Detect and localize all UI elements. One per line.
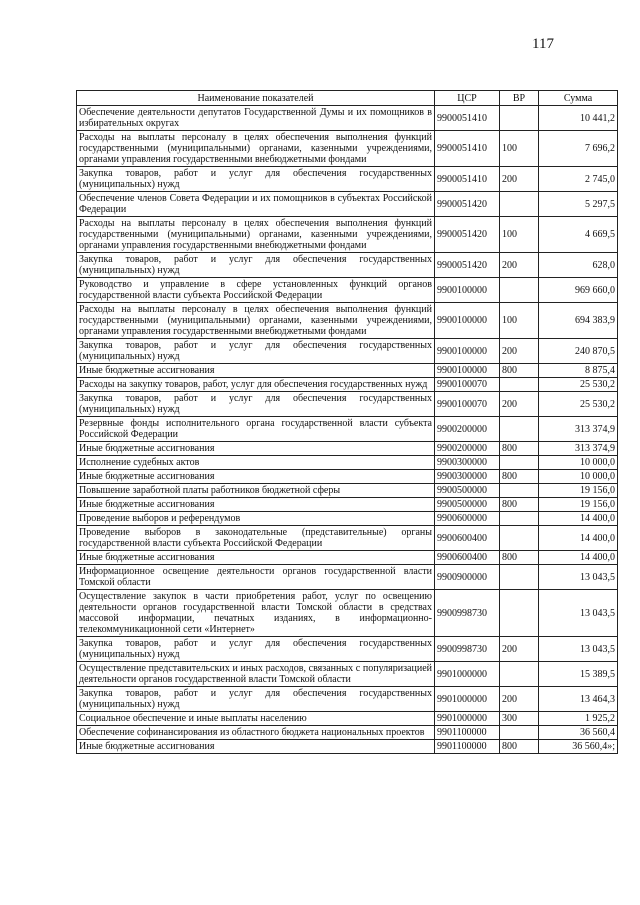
row-sum: 628,0 <box>539 253 618 278</box>
row-sum: 14 400,0 <box>539 551 618 565</box>
row-csr: 9900500000 <box>435 484 500 498</box>
table-row <box>77 417 618 442</box>
row-name: Проведение выборов и референдумов <box>77 512 435 526</box>
table-row <box>77 662 618 687</box>
row-vr <box>500 512 539 526</box>
row-name: Обеспечение софинансирования из областного бюджета национальных проектов <box>77 726 435 740</box>
row-csr: 9900051420 <box>435 217 500 253</box>
row-name: Исполнение судебных актов <box>77 456 435 470</box>
table-row <box>77 484 618 498</box>
table-row <box>77 740 618 754</box>
table-row <box>77 512 618 526</box>
table-row <box>77 131 618 167</box>
row-csr: 9900051410 <box>435 167 500 192</box>
table-row <box>77 712 618 726</box>
row-vr: 800 <box>500 740 539 754</box>
row-csr: 9900100070 <box>435 378 500 392</box>
table-row <box>77 687 618 712</box>
table-row <box>77 456 618 470</box>
row-sum: 2 745,0 <box>539 167 618 192</box>
row-csr: 9900051420 <box>435 253 500 278</box>
row-name: Обеспечение деятельности депутатов Государственной Думы и их помощников в избирательных округах <box>77 106 435 131</box>
row-csr: 9900100070 <box>435 392 500 417</box>
row-vr: 200 <box>500 637 539 662</box>
row-sum: 969 660,0 <box>539 278 618 303</box>
row-sum: 25 530,2 <box>539 378 618 392</box>
row-sum: 313 374,9 <box>539 417 618 442</box>
row-sum: 10 000,0 <box>539 470 618 484</box>
row-name: Иные бюджетные ассигнования <box>77 551 435 565</box>
row-name: Иные бюджетные ассигнования <box>77 442 435 456</box>
row-name: Иные бюджетные ассигнования <box>77 364 435 378</box>
row-vr <box>500 484 539 498</box>
row-vr: 800 <box>500 442 539 456</box>
row-csr: 9900998730 <box>435 590 500 637</box>
row-sum: 13 464,3 <box>539 687 618 712</box>
row-csr: 9900600400 <box>435 526 500 551</box>
row-name: Расходы на выплаты персоналу в целях обеспечения выполнения функций государственными (муниципальными) органами, казенными учреждениями, органами управления государственными внебюджетными фондами <box>77 131 435 167</box>
row-vr <box>500 417 539 442</box>
row-vr <box>500 378 539 392</box>
table-row <box>77 217 618 253</box>
row-name: Социальное обеспечение и иные выплаты населению <box>77 712 435 726</box>
row-sum: 313 374,9 <box>539 442 618 456</box>
header-sum: Сумма <box>539 91 618 106</box>
row-csr: 9901000000 <box>435 712 500 726</box>
row-sum: 7 696,2 <box>539 131 618 167</box>
row-csr: 9900100000 <box>435 364 500 378</box>
row-sum: 694 383,9 <box>539 303 618 339</box>
table-row <box>77 364 618 378</box>
table-row <box>77 726 618 740</box>
row-name: Резервные фонды исполнительного органа государственной власти субъекта Российской Федерации <box>77 417 435 442</box>
row-vr: 200 <box>500 339 539 364</box>
row-vr <box>500 106 539 131</box>
row-name: Осуществление закупок в части приобретения работ, услуг по освещению деятельности органов государственной власти Томской области в средствах массовой информации, печатных изданиях, в информационно-телекоммуникационной сети «Интернет» <box>77 590 435 637</box>
row-csr: 9900200000 <box>435 417 500 442</box>
row-vr <box>500 590 539 637</box>
row-name: Повышение заработной платы работников бюджетной сферы <box>77 484 435 498</box>
row-sum: 13 043,5 <box>539 565 618 590</box>
row-name: Иные бюджетные ассигнования <box>77 470 435 484</box>
row-name: Информационное освещение деятельности органов государственной власти Томской области <box>77 565 435 590</box>
row-vr: 300 <box>500 712 539 726</box>
row-vr <box>500 726 539 740</box>
row-vr <box>500 565 539 590</box>
row-csr: 9901100000 <box>435 740 500 754</box>
row-vr: 100 <box>500 217 539 253</box>
row-name: Закупка товаров, работ и услуг для обеспечения государственных (муниципальных) нужд <box>77 339 435 364</box>
row-vr: 800 <box>500 364 539 378</box>
row-vr <box>500 662 539 687</box>
table-row <box>77 565 618 590</box>
row-name: Закупка товаров, работ и услуг для обеспечения государственных (муниципальных) нужд <box>77 687 435 712</box>
row-sum: 13 043,5 <box>539 590 618 637</box>
row-name: Расходы на выплаты персоналу в целях обеспечения выполнения функций государственными (муниципальными) органами, казенными учреждениями, органами управления государственными внебюджетными фондами <box>77 217 435 253</box>
table-row <box>77 339 618 364</box>
row-vr: 800 <box>500 551 539 565</box>
row-vr <box>500 456 539 470</box>
row-vr <box>500 526 539 551</box>
row-sum: 4 669,5 <box>539 217 618 253</box>
row-csr: 9901100000 <box>435 726 500 740</box>
table-row <box>77 498 618 512</box>
table-row <box>77 470 618 484</box>
row-vr: 800 <box>500 498 539 512</box>
row-csr: 9900300000 <box>435 456 500 470</box>
header-csr: ЦСР <box>435 91 500 106</box>
row-name: Закупка товаров, работ и услуг для обеспечения государственных (муниципальных) нужд <box>77 392 435 417</box>
row-csr: 9900998730 <box>435 637 500 662</box>
table-row <box>77 192 618 217</box>
row-sum: 13 043,5 <box>539 637 618 662</box>
table-row <box>77 590 618 637</box>
header-name: Наименование показателей <box>77 91 435 106</box>
row-name: Иные бюджетные ассигнования <box>77 498 435 512</box>
row-vr: 100 <box>500 303 539 339</box>
row-sum: 8 875,4 <box>539 364 618 378</box>
row-vr: 200 <box>500 687 539 712</box>
row-sum: 10 441,2 <box>539 106 618 131</box>
table-row <box>77 303 618 339</box>
row-sum: 1 925,2 <box>539 712 618 726</box>
row-name: Закупка товаров, работ и услуг для обеспечения государственных (муниципальных) нужд <box>77 637 435 662</box>
row-name: Руководство и управление в сфере установленных функций органов государственной власти субъекта Российской Федерации <box>77 278 435 303</box>
row-csr: 9900600000 <box>435 512 500 526</box>
row-sum: 10 000,0 <box>539 456 618 470</box>
table-row <box>77 278 618 303</box>
row-sum: 14 400,0 <box>539 526 618 551</box>
row-csr: 9900900000 <box>435 565 500 590</box>
table-row <box>77 167 618 192</box>
row-name: Расходы на выплаты персоналу в целях обеспечения выполнения функций государственными (муниципальными) органами, казенными учреждениями, органами управления государственными внебюджетными фондами <box>77 303 435 339</box>
row-csr: 9900051410 <box>435 106 500 131</box>
row-csr: 9901000000 <box>435 687 500 712</box>
row-vr <box>500 278 539 303</box>
row-sum: 15 389,5 <box>539 662 618 687</box>
row-sum: 5 297,5 <box>539 192 618 217</box>
row-sum: 25 530,2 <box>539 392 618 417</box>
row-vr <box>500 192 539 217</box>
row-sum: 36 560,4»; <box>539 740 618 754</box>
row-csr: 9900300000 <box>435 470 500 484</box>
table-header-row <box>77 91 618 106</box>
table-row <box>77 526 618 551</box>
row-csr: 9900100000 <box>435 339 500 364</box>
table-row <box>77 392 618 417</box>
row-csr: 9901000000 <box>435 662 500 687</box>
row-vr: 200 <box>500 253 539 278</box>
table-body <box>77 106 618 754</box>
table-row <box>77 442 618 456</box>
row-sum: 240 870,5 <box>539 339 618 364</box>
row-vr: 100 <box>500 131 539 167</box>
row-sum: 19 156,0 <box>539 498 618 512</box>
budget-table <box>76 90 618 754</box>
row-name: Осуществление представительских и иных расходов, связанных с популяризацией деятельности органов государственной власти Томской области <box>77 662 435 687</box>
row-csr: 9900051410 <box>435 131 500 167</box>
row-vr: 200 <box>500 392 539 417</box>
row-name: Расходы на закупку товаров, работ, услуг для обеспечения государственных нужд <box>77 378 435 392</box>
row-sum: 14 400,0 <box>539 512 618 526</box>
header-vr: ВР <box>500 91 539 106</box>
row-vr: 800 <box>500 470 539 484</box>
row-name: Закупка товаров, работ и услуг для обеспечения государственных (муниципальных) нужд <box>77 167 435 192</box>
row-sum: 19 156,0 <box>539 484 618 498</box>
row-csr: 9900600400 <box>435 551 500 565</box>
row-name: Иные бюджетные ассигнования <box>77 740 435 754</box>
row-csr: 9900100000 <box>435 303 500 339</box>
row-csr: 9900051420 <box>435 192 500 217</box>
row-csr: 9900100000 <box>435 278 500 303</box>
row-name: Обеспечение членов Совета Федерации и их помощников в субъектах Российской Федерации <box>77 192 435 217</box>
table-row <box>77 551 618 565</box>
row-csr: 9900200000 <box>435 442 500 456</box>
row-name: Закупка товаров, работ и услуг для обеспечения государственных (муниципальных) нужд <box>77 253 435 278</box>
row-vr: 200 <box>500 167 539 192</box>
table-row <box>77 637 618 662</box>
row-csr: 9900500000 <box>435 498 500 512</box>
row-name: Проведение выборов в законодательные (представительные) органы государственной власти субъекта Российской Федерации <box>77 526 435 551</box>
table-row <box>77 106 618 131</box>
row-sum: 36 560,4 <box>539 726 618 740</box>
table-row <box>77 378 618 392</box>
page-number: 117 <box>532 36 554 52</box>
table-row <box>77 253 618 278</box>
